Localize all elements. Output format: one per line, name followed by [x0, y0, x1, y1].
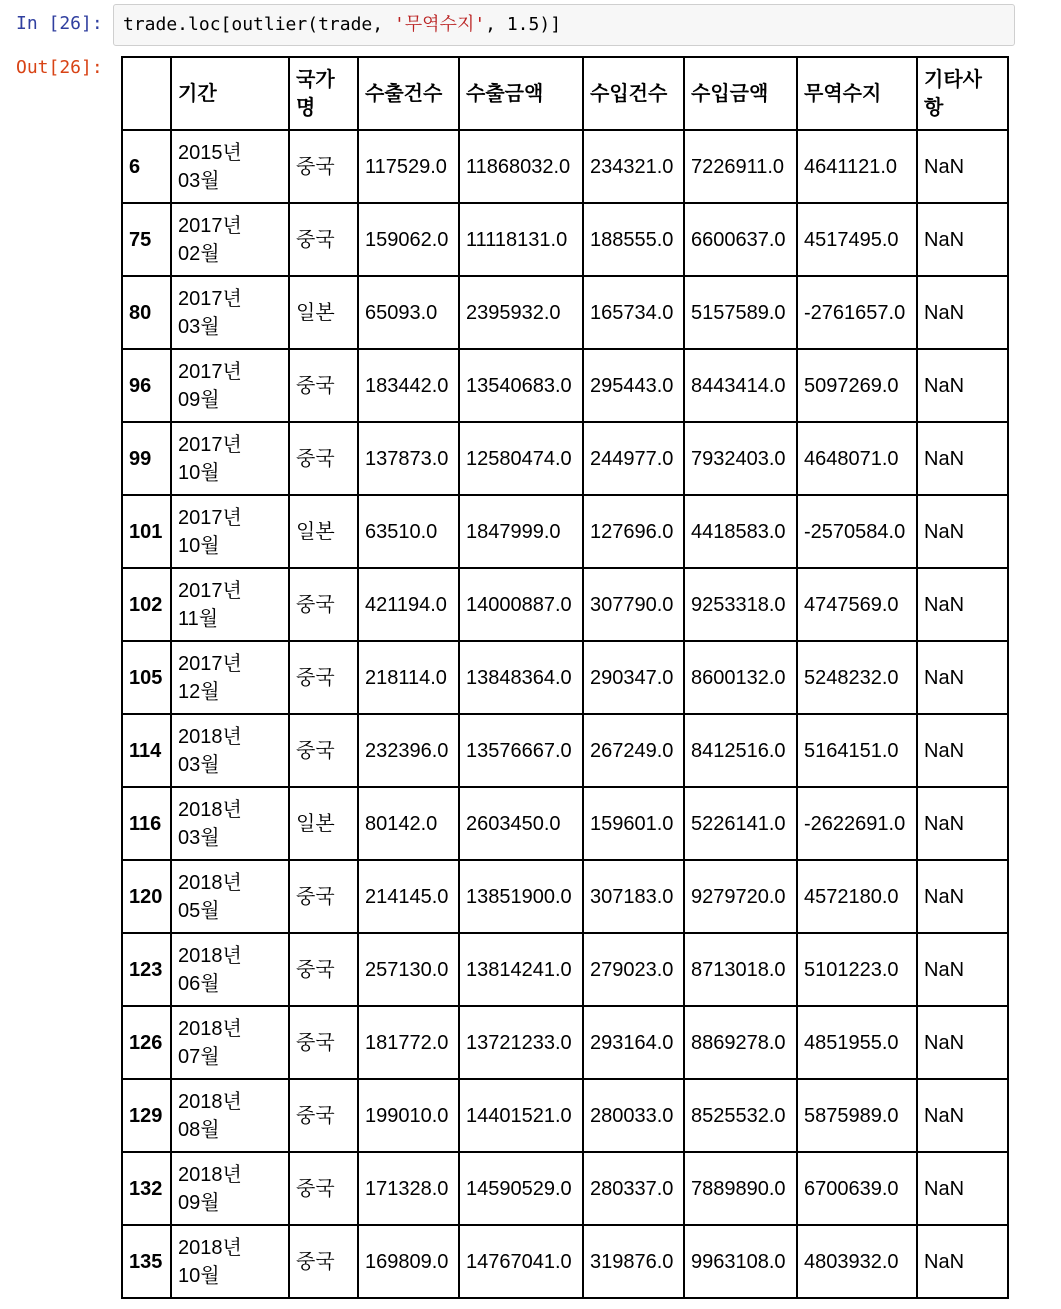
- cell-trade-balance: 4572180.0: [797, 860, 917, 933]
- table-row: [122, 1079, 1008, 1152]
- cell-export-count: 232396.0: [358, 714, 459, 787]
- cell-export-count: 80142.0: [358, 787, 459, 860]
- code-cell-input[interactable]: [113, 4, 1015, 46]
- cell-import-count: 188555.0: [583, 203, 684, 276]
- table-row: [122, 1225, 1008, 1298]
- cell-note: NaN: [917, 1225, 1008, 1298]
- cell-export-amount: 13721233.0: [459, 1006, 583, 1079]
- cell-period: 2018년 10월: [171, 1225, 289, 1298]
- output-prompt: Out[26]:: [16, 57, 103, 78]
- cell-export-amount: 13576667.0: [459, 714, 583, 787]
- cell-export-amount: 14590529.0: [459, 1152, 583, 1225]
- cell-note: NaN: [917, 714, 1008, 787]
- row-index: 75: [122, 203, 171, 276]
- cell-period: 2017년 02월: [171, 203, 289, 276]
- cell-trade-balance: 5101223.0: [797, 933, 917, 1006]
- code-string-literal: '무역수지': [393, 14, 486, 35]
- cell-period: 2018년 08월: [171, 1079, 289, 1152]
- cell-trade-balance: 4517495.0: [797, 203, 917, 276]
- cell-import-count: 290347.0: [583, 641, 684, 714]
- column-header-trade-balance: 무역수지: [797, 57, 917, 130]
- cell-period: 2017년 12월: [171, 641, 289, 714]
- cell-export-count: 171328.0: [358, 1152, 459, 1225]
- cell-period: 2017년 10월: [171, 495, 289, 568]
- cell-import-amount: 9963108.0: [684, 1225, 797, 1298]
- cell-period: 2018년 07월: [171, 1006, 289, 1079]
- cell-period: 2017년 03월: [171, 276, 289, 349]
- table-row: [122, 203, 1008, 276]
- cell-country: 일본: [289, 787, 358, 860]
- cell-export-amount: 11118131.0: [459, 203, 583, 276]
- cell-export-amount: 11868032.0: [459, 130, 583, 203]
- input-prompt: In [26]:: [16, 13, 103, 34]
- cell-note: NaN: [917, 860, 1008, 933]
- cell-trade-balance: -2761657.0: [797, 276, 917, 349]
- cell-trade-balance: -2622691.0: [797, 787, 917, 860]
- cell-import-count: 280337.0: [583, 1152, 684, 1225]
- cell-note: NaN: [917, 933, 1008, 1006]
- column-header-country: 국가명: [289, 57, 358, 130]
- cell-export-amount: 2603450.0: [459, 787, 583, 860]
- cell-export-amount: 14767041.0: [459, 1225, 583, 1298]
- row-index: 102: [122, 568, 171, 641]
- column-header-period: 기간: [171, 57, 289, 130]
- cell-import-amount: 4418583.0: [684, 495, 797, 568]
- cell-country: 중국: [289, 860, 358, 933]
- cell-import-amount: 9279720.0: [684, 860, 797, 933]
- row-index: 126: [122, 1006, 171, 1079]
- cell-trade-balance: 4641121.0: [797, 130, 917, 203]
- cell-period: 2017년 11월: [171, 568, 289, 641]
- cell-export-amount: 12580474.0: [459, 422, 583, 495]
- cell-import-count: 295443.0: [583, 349, 684, 422]
- column-header-export-count: 수출건수: [358, 57, 459, 130]
- cell-note: NaN: [917, 641, 1008, 714]
- table-row: [122, 933, 1008, 1006]
- cell-import-count: 319876.0: [583, 1225, 684, 1298]
- cell-import-amount: 7889890.0: [684, 1152, 797, 1225]
- cell-period: 2018년 06월: [171, 933, 289, 1006]
- row-index: 135: [122, 1225, 171, 1298]
- cell-import-amount: 6600637.0: [684, 203, 797, 276]
- cell-country: 중국: [289, 933, 358, 1006]
- cell-export-count: 117529.0: [358, 130, 459, 203]
- cell-export-amount: 13848364.0: [459, 641, 583, 714]
- cell-import-amount: 8713018.0: [684, 933, 797, 1006]
- code-text-suffix: , 1.5)]: [485, 14, 562, 35]
- cell-period: 2018년 03월: [171, 787, 289, 860]
- cell-import-count: 159601.0: [583, 787, 684, 860]
- cell-export-count: 181772.0: [358, 1006, 459, 1079]
- cell-note: NaN: [917, 349, 1008, 422]
- cell-import-amount: 7932403.0: [684, 422, 797, 495]
- cell-export-amount: 13851900.0: [459, 860, 583, 933]
- column-header-export-amount: 수출금액: [459, 57, 583, 130]
- row-index: 132: [122, 1152, 171, 1225]
- cell-import-count: 127696.0: [583, 495, 684, 568]
- cell-note: NaN: [917, 1006, 1008, 1079]
- cell-trade-balance: 4747569.0: [797, 568, 917, 641]
- table-row: [122, 422, 1008, 495]
- cell-country: 중국: [289, 714, 358, 787]
- cell-period: 2018년 03월: [171, 714, 289, 787]
- table-row: [122, 787, 1008, 860]
- row-index: 101: [122, 495, 171, 568]
- row-index: 6: [122, 130, 171, 203]
- cell-export-count: 183442.0: [358, 349, 459, 422]
- index-header: [122, 57, 171, 130]
- cell-import-amount: 5226141.0: [684, 787, 797, 860]
- column-header-note: 기타사항: [917, 57, 1008, 130]
- cell-export-amount: 2395932.0: [459, 276, 583, 349]
- cell-country: 중국: [289, 203, 358, 276]
- cell-trade-balance: 6700639.0: [797, 1152, 917, 1225]
- cell-import-count: 293164.0: [583, 1006, 684, 1079]
- cell-import-count: 307790.0: [583, 568, 684, 641]
- cell-note: NaN: [917, 568, 1008, 641]
- cell-country: 중국: [289, 568, 358, 641]
- cell-import-count: 280033.0: [583, 1079, 684, 1152]
- cell-period: 2017년 09월: [171, 349, 289, 422]
- cell-trade-balance: 5097269.0: [797, 349, 917, 422]
- cell-export-count: 257130.0: [358, 933, 459, 1006]
- cell-export-count: 159062.0: [358, 203, 459, 276]
- cell-import-amount: 8525532.0: [684, 1079, 797, 1152]
- table-row: [122, 349, 1008, 422]
- cell-trade-balance: 4648071.0: [797, 422, 917, 495]
- cell-import-count: 234321.0: [583, 130, 684, 203]
- code-text: trade.loc[outlier(trade,: [123, 14, 394, 35]
- output-area: [121, 56, 1009, 1299]
- cell-note: NaN: [917, 276, 1008, 349]
- cell-trade-balance: 4851955.0: [797, 1006, 917, 1079]
- cell-country: 중국: [289, 349, 358, 422]
- cell-export-amount: 14000887.0: [459, 568, 583, 641]
- table-row: [122, 1006, 1008, 1079]
- table-row: [122, 276, 1008, 349]
- table-row: [122, 1152, 1008, 1225]
- cell-note: NaN: [917, 203, 1008, 276]
- cell-export-count: 218114.0: [358, 641, 459, 714]
- cell-note: NaN: [917, 1152, 1008, 1225]
- cell-export-count: 421194.0: [358, 568, 459, 641]
- cell-country: 중국: [289, 1152, 358, 1225]
- cell-country: 일본: [289, 495, 358, 568]
- cell-trade-balance: -2570584.0: [797, 495, 917, 568]
- table-row: [122, 860, 1008, 933]
- cell-trade-balance: 4803932.0: [797, 1225, 917, 1298]
- cell-country: 중국: [289, 1225, 358, 1298]
- cell-period: 2017년 10월: [171, 422, 289, 495]
- cell-country: 중국: [289, 422, 358, 495]
- cell-note: NaN: [917, 787, 1008, 860]
- table-row: [122, 130, 1008, 203]
- cell-note: NaN: [917, 422, 1008, 495]
- table-row: [122, 641, 1008, 714]
- cell-trade-balance: 5875989.0: [797, 1079, 917, 1152]
- cell-import-count: 244977.0: [583, 422, 684, 495]
- cell-export-count: 199010.0: [358, 1079, 459, 1152]
- cell-export-count: 169809.0: [358, 1225, 459, 1298]
- cell-trade-balance: 5248232.0: [797, 641, 917, 714]
- cell-country: 중국: [289, 1006, 358, 1079]
- row-index: 114: [122, 714, 171, 787]
- row-index: 129: [122, 1079, 171, 1152]
- cell-export-count: 63510.0: [358, 495, 459, 568]
- row-index: 80: [122, 276, 171, 349]
- cell-import-count: 267249.0: [583, 714, 684, 787]
- cell-period: 2018년 09월: [171, 1152, 289, 1225]
- cell-import-count: 307183.0: [583, 860, 684, 933]
- cell-import-amount: 8443414.0: [684, 349, 797, 422]
- cell-country: 중국: [289, 641, 358, 714]
- row-index: 96: [122, 349, 171, 422]
- cell-export-count: 137873.0: [358, 422, 459, 495]
- cell-import-amount: 9253318.0: [684, 568, 797, 641]
- cell-period: 2018년 05월: [171, 860, 289, 933]
- cell-trade-balance: 5164151.0: [797, 714, 917, 787]
- cell-import-amount: 8412516.0: [684, 714, 797, 787]
- dataframe-table: [121, 56, 1009, 1299]
- cell-export-amount: 13540683.0: [459, 349, 583, 422]
- column-header-import-amount: 수입금액: [684, 57, 797, 130]
- cell-import-amount: 5157589.0: [684, 276, 797, 349]
- cell-import-count: 165734.0: [583, 276, 684, 349]
- row-index: 105: [122, 641, 171, 714]
- cell-import-amount: 7226911.0: [684, 130, 797, 203]
- cell-import-count: 279023.0: [583, 933, 684, 1006]
- cell-export-count: 65093.0: [358, 276, 459, 349]
- cell-export-amount: 1847999.0: [459, 495, 583, 568]
- cell-note: NaN: [917, 130, 1008, 203]
- cell-country: 일본: [289, 276, 358, 349]
- column-header-import-count: 수입건수: [583, 57, 684, 130]
- row-index: 123: [122, 933, 171, 1006]
- cell-period: 2015년 03월: [171, 130, 289, 203]
- cell-note: NaN: [917, 495, 1008, 568]
- table-body: [122, 130, 1008, 1298]
- row-index: 99: [122, 422, 171, 495]
- table-row: [122, 495, 1008, 568]
- table-header-row: [122, 57, 1008, 130]
- row-index: 120: [122, 860, 171, 933]
- table-row: [122, 714, 1008, 787]
- cell-export-count: 214145.0: [358, 860, 459, 933]
- table-row: [122, 568, 1008, 641]
- cell-export-amount: 14401521.0: [459, 1079, 583, 1152]
- row-index: 116: [122, 787, 171, 860]
- cell-country: 중국: [289, 1079, 358, 1152]
- cell-import-amount: 8600132.0: [684, 641, 797, 714]
- cell-note: NaN: [917, 1079, 1008, 1152]
- cell-export-amount: 13814241.0: [459, 933, 583, 1006]
- cell-country: 중국: [289, 130, 358, 203]
- cell-import-amount: 8869278.0: [684, 1006, 797, 1079]
